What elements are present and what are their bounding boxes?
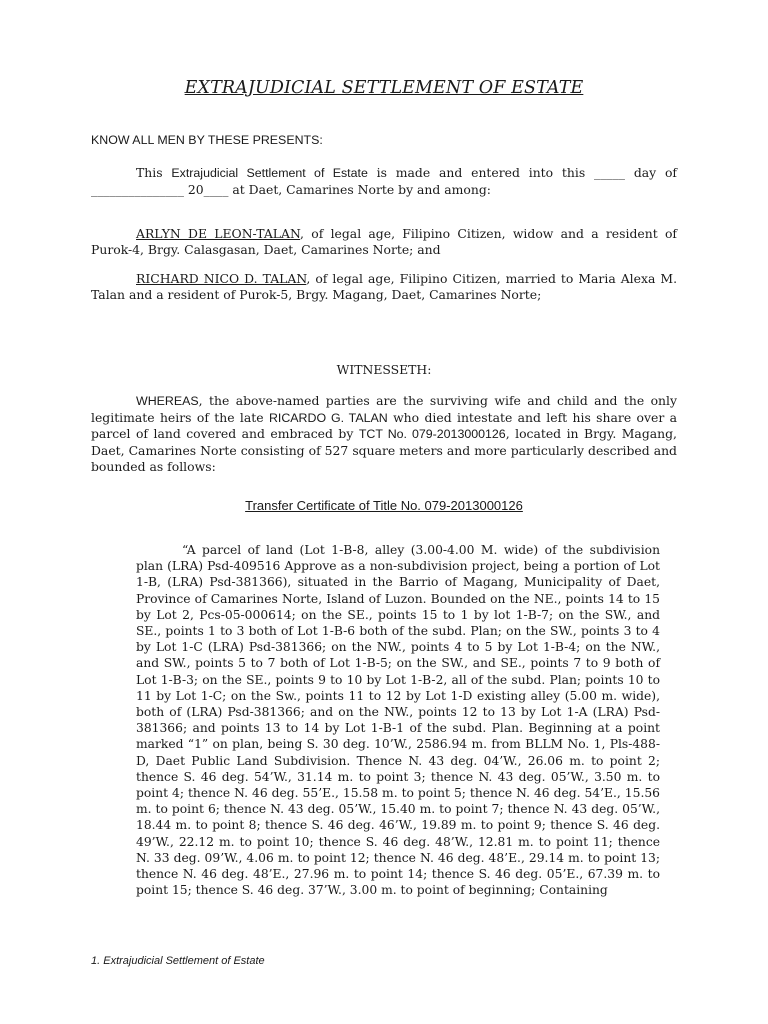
page-footer: 1. Extrajudicial Settlement of Estate xyxy=(91,955,265,967)
land-description: “A parcel of land (Lot 1-B-8, alley (3.00-4.00 M. wide) of the subdivision plan (LRA) Psd-409516 Approve as a non-subdivision project, being a portion of Lot 1-B, (LRA) Psd-381366), situated in the Barrio of Magang, Municipality of Daet, Province of Camarines Norte, Island of Luzon. Bounded on the NE., points 14 to 15 by Lot 2, Pcs-05-000614; on the SE., points 15 to 1 by lot 1-B-7; on the SW., and SE., points 1 to 3 both of Lot 1-B-6 both of the subd. Plan; on the SW., points 3 to 4 by Lot 1-C (LRA) Psd-381366; on the NW., points 4 to 5 by Lot 1-B-4; on the NW., and SW., points 5 to 7 both of Lot 1-B-5; on the SW., and SE., points 7 to 9 both of Lot 1-B-3; on the SE., points 9 to 10 by Lot 1-B-2, all of the subd. Plan; points 10 to 11 by Lot 1-C; on the Sw., points 11 to 12 by Lot 1-D existing alley (5.00 m. wide), both of (LRA) Psd-381366; and on the NW., points 12 to 13 by Lot 1-A (LRA) Psd-381366; and points 13 to 14 by Lot 1-B-1 of the subd. Plan. Beginning at a point marked “1” on plan, being S. 30 deg. 10’W., 2586.94 m. from BLLM No. 1, Pls-488-D, Daet Public Land Subdivision. Thence N. 43 deg. 04’W., 26.06 m. to point 2; thence S. 46 deg. 54’W., 31.14 m. to point 3; thence N. 43 deg. 05’W., 3.50 m. to point 4; thence N. 46 deg. 55’E., 15.58 m. to point 5; thence N. 46 deg. 54’E., 15.56 m. to point 6; thence N. 43 deg. 05’W., 15.40 m. to point 7; thence N. 43 deg. 05’W., 18.44 m. to point 8; thence S. 46 deg. 46’W., 19.89 m. to point 9; thence S. 46 deg. 49’W., 22.12 m. to point 10; thence S. 46 deg. 48’W., 12.81 m. to point 11; thence N. 33 deg. 09’W., 4.06 m. to point 12; thence N. 46 deg. 48’E., 29.14 m. to point 13; thence N. 46 deg. 48’E., 27.96 m. to point 14; thence S. 46 deg. 05’E., 67.39 m. to point 15; thence S. 46 deg. 37’W., 3.00 m. to point of beginning; Containing xyxy=(136,543,660,898)
party-1-text: , of legal age, Filipino Citizen, widow and a resident of Purok-4, Brgy. Calasgasan, Daet, Camarines Norte; and xyxy=(91,226,678,257)
intro-paragraph xyxy=(91,165,677,197)
decedent-name: RICARDO G. TALAN xyxy=(268,410,388,425)
whereas-lead: WHEREAS xyxy=(136,394,199,408)
whereas-paragraph xyxy=(91,393,677,475)
intro-bold: Extrajudicial Settlement of Estate xyxy=(171,166,368,180)
tct-heading: Transfer Certificate of Title No. 079-2013000126 xyxy=(245,498,523,513)
party-1-name: ARLYN DE LEON-TALAN xyxy=(136,226,301,241)
witnesseth-heading: WITNESSETH: xyxy=(336,362,432,377)
whereas-text-3: , located in Brgy. Magang, Daet, Camarines Norte consisting of 527 square meters and more particularly described and bounded as follows: xyxy=(91,426,677,474)
intro-text-2: is made and entered into this _____ day of _______________ 20____ at Daet, Camarines Norte by and among: xyxy=(91,165,677,197)
party-2-paragraph xyxy=(91,271,677,302)
party-1-paragraph xyxy=(91,226,677,257)
tct-number: TCT No. 079-2013000126 xyxy=(358,427,506,442)
whereas-text-2: who died intestate and left his share over a parcel of land covered and embraced by xyxy=(91,409,677,442)
party-2-text: , of legal age, Filipino Citizen, married to Maria Alexa M. Talan and a resident of Purok-5, Brgy. Magang, Daet, Camarines Norte; xyxy=(91,271,678,302)
intro-text-1: This xyxy=(136,165,172,180)
salutation: KNOW ALL MEN BY THESE PRESENTS: xyxy=(91,133,323,147)
document-title: EXTRAJUDICIAL SETTLEMENT OF ESTATE xyxy=(184,78,584,98)
whereas-text-1: , the above-named parties are the surviving wife and child and the only legitimate heirs of the late xyxy=(91,393,677,425)
party-2-name: RICHARD NICO D. TALAN xyxy=(136,271,307,286)
